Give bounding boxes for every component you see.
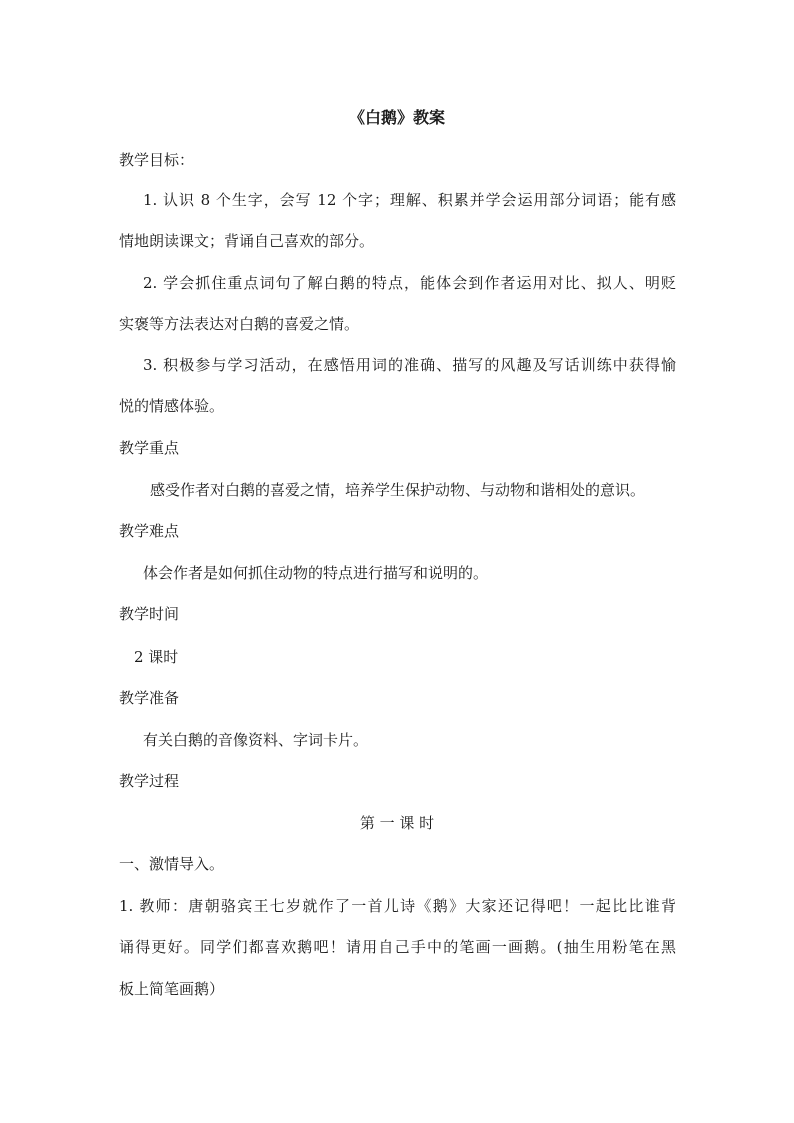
objective-3-line-2: 悦的情感体验。	[119, 397, 225, 415]
key-points-text: 感受作者对白鹅的喜爱之情，培养学生保护动物、与动物和谐相处的意识。	[150, 481, 646, 499]
step-1-line-3: 板上简笔画鹅）	[119, 980, 225, 998]
objective-2-line-1: 2. 学会抓住重点词句了解白鹅的特点，能体会到作者运用对比、拟人、明贬	[143, 274, 676, 292]
objective-2-line-2: 实褒等方法表达对白鹅的喜爱之情。	[119, 315, 360, 333]
difficulty-text: 体会作者是如何抓住动物的特点进行描写和说明的。	[143, 564, 489, 582]
objective-1-line-2: 情地朗读课文；背诵自己喜欢的部分。	[119, 232, 375, 250]
process-heading: 教学过程	[119, 772, 180, 790]
step-1-heading: 一、激情导入。	[119, 855, 225, 873]
difficulty-heading: 教学难点	[119, 522, 180, 540]
step-1-line-2: 诵得更好。同学们都喜欢鹅吧！请用自己手中的笔画一画鹅。(抽生用粉笔在黑	[119, 938, 676, 956]
objective-3-line-1: 3. 积极参与学习活动，在感悟用词的准确、描写的风趣及写话训练中获得愉	[143, 356, 676, 374]
step-1-line-1: 1. 教师：唐朝骆宾王七岁就作了一首儿诗《鹅》大家还记得吧！一起比比谁背	[119, 897, 676, 915]
document-title: 《白鹅》教案	[348, 108, 445, 127]
time-heading: 教学时间	[119, 605, 180, 623]
key-points-heading: 教学重点	[119, 439, 180, 457]
preparation-text: 有关白鹅的音像资料、字词卡片。	[143, 731, 369, 749]
preparation-heading: 教学准备	[119, 689, 180, 707]
objectives-heading: 教学目标：	[119, 151, 195, 169]
lesson-1-heading: 第 一 课 时	[359, 814, 435, 832]
time-text: 2 课时	[134, 648, 179, 666]
objective-1-line-1: 1. 认识 8 个生字，会写 12 个字；理解、积累并学会运用部分词语；能有感	[143, 191, 676, 209]
